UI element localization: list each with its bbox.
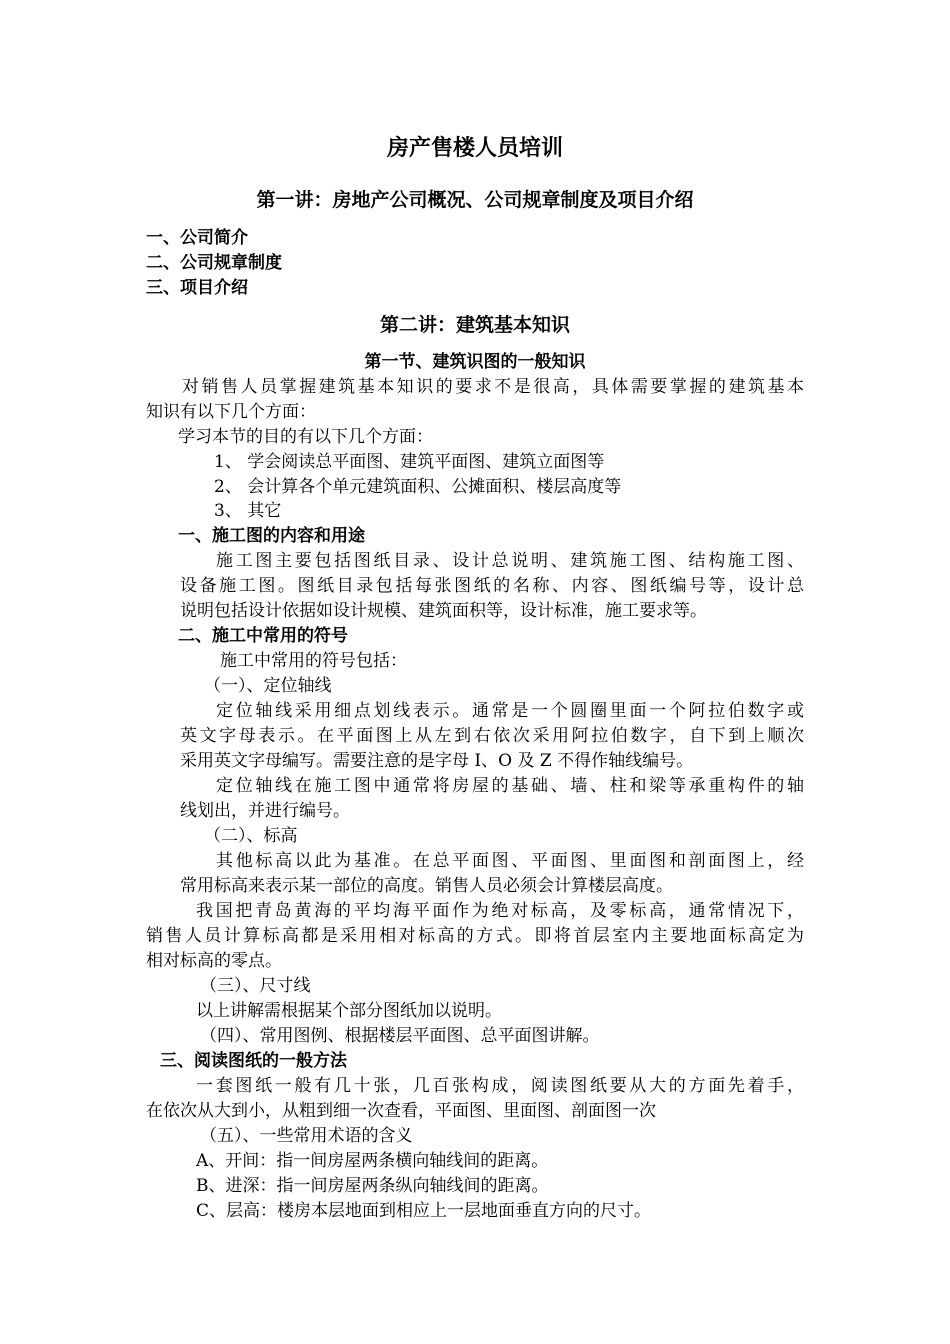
- subsection1-line-1: 施工图主要包括图纸目录、设计总说明、建筑施工图、结构施工图、: [216, 551, 804, 571]
- sub2-p1-line-1: 其他标高以此为基准。在总平面图、平面图、里面图和剖面图上，经: [216, 851, 804, 871]
- goal-item-1: 1、 学会阅读总平面图、建筑平面图、建筑立面图等: [214, 452, 605, 472]
- sub1-p2-line-2: 线划出，并进行编号。: [180, 801, 350, 821]
- goal-item-3: 3、 其它: [214, 501, 282, 521]
- term-item-a: A、开间：指一间房屋两条横向轴线间的距离。: [196, 1151, 549, 1171]
- subsection3-line-1: 一套图纸一般有几十张，几百张构成，阅读图纸要从大的方面先着手，: [196, 1076, 804, 1096]
- sub1-p1-line-1: 定位轴线采用细点划线表示。通常是一个圆圈里面一个阿拉伯数字或: [216, 701, 804, 721]
- lecture1-heading: 第一讲：房地产公司概况、公司规章制度及项目介绍: [256, 189, 694, 211]
- subsection3-line-2: 在依次从大到小，从粗到细一次查看，平面图、里面图、剖面图一次: [146, 1101, 656, 1121]
- subsection3-heading: 三、阅读图纸的一般方法: [160, 1051, 347, 1071]
- sub2-heading: （二）、标高: [204, 826, 298, 846]
- goals-intro: 学习本节的目的有以下几个方面：: [178, 427, 433, 447]
- sub1-p2-line-1: 定位轴线在施工图中通常将房屋的基础、墙、柱和梁等承重构件的轴: [216, 776, 804, 796]
- sub2-p2-line-3: 相对标高的零点。: [146, 951, 282, 971]
- sub5-heading: （五）、一些常用术语的含义: [200, 1126, 413, 1146]
- sub2-p1-line-2: 常用标高来表示某一部位的高度。销售人员必须会计算楼层高度。: [180, 876, 673, 896]
- sub2-p2-line-2: 销售人员计算标高都是采用相对标高的方式。即将首层室内主要地面标高定为: [146, 926, 804, 946]
- document-title: 房产售楼人员培训: [386, 136, 563, 161]
- sub3-heading: （三）、尺寸线: [200, 976, 311, 996]
- goal-item-2: 2、 会计算各个单元建筑面积、公摊面积、楼层高度等: [214, 477, 622, 497]
- intro-line-1: 对销售人员掌握建筑基本知识的要求不是很高，具体需要掌握的建筑基本: [182, 377, 804, 397]
- lecture1-item-1: 一、公司简介: [146, 228, 248, 248]
- intro-line-2: 知识有以下几个方面：: [146, 402, 316, 422]
- sub3-paragraph: 以上讲解需根据某个部分图纸加以说明。: [196, 1001, 502, 1021]
- subsection1-heading: 一、施工图的内容和用途: [178, 526, 365, 546]
- sub1-p1-line-2: 英文字母表示。在平面图上从左到右依次采用阿拉伯数字，自下到上顺次: [180, 726, 804, 746]
- sub1-heading: （一）、定位轴线: [204, 676, 332, 696]
- sub4-heading: （四）、常用图例、根据楼层平面图、总平面图讲解。: [200, 1026, 600, 1046]
- lecture2-heading: 第二讲：建筑基本知识: [379, 314, 570, 336]
- sub2-p2-line-1: 我国把青岛黄海的平均海平面作为绝对标高，及零标高，通常情况下，: [196, 901, 804, 921]
- subsection2-intro: 施工中常用的符号包括：: [220, 651, 407, 671]
- term-item-b: B、进深：指一间房屋两条纵向轴线间的距离。: [196, 1176, 549, 1196]
- subsection1-line-3: 说明包括设计依据如设计规模、建筑面积等，设计标准，施工要求等。: [180, 601, 707, 621]
- section1-heading: 第一节、建筑识图的一般知识: [364, 352, 586, 372]
- lecture1-item-3: 三、项目介绍: [146, 278, 248, 298]
- lecture1-item-2: 二、公司规章制度: [146, 253, 282, 273]
- sub1-p1-line-3: 采用英文字母编写。需要注意的是字母 I、O 及 Z 不得作轴线编号。: [180, 751, 694, 771]
- subsection1-line-2: 设备施工图。图纸目录包括每张图纸的名称、内容、图纸编号等，设计总: [180, 576, 804, 596]
- term-item-c: C、层高：楼房本层地面到相应上一层地面垂直方向的尺寸。: [196, 1201, 652, 1221]
- subsection2-heading: 二、施工中常用的符号: [178, 626, 348, 646]
